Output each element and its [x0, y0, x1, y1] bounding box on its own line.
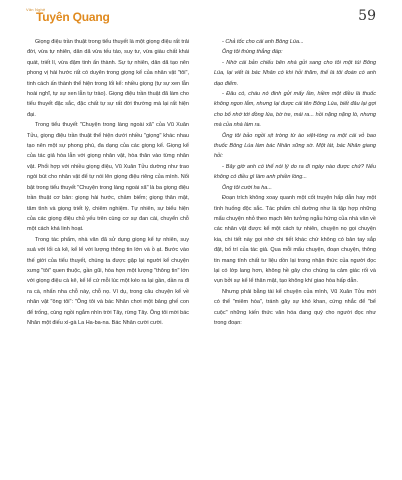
dialogue-line: Ông tôi thùng thẳng đáp:: [222, 49, 283, 56]
dialogue-line: - Đâu có, cháu nó đinh gửi mấy lần, hiềm một điều là thuốc không ngon lắm, nhưng lại được cái tên Bông Lúa, biết đâu lại gợi cho bố nhớ tới đồng lúa, bờ tre, mái ra... hồi nặng nặng lò, nhưng mà của nhà làm ra.: [214, 91, 376, 129]
paragraph: Đoạn trích không xoay quanh một cốt truyện hấp dẫn hay một tình huống độc sắc. Tác phẩm chỉ dường như là tập hợp những mẩu chuyện nhỏ theo mạch liên tưởng ngẫu hứng của nhà văn về các nhân vật được kể một cách tự nhiên, chuyện nọ gọi chuyện kia, chi tiết này gọi nhớ chi tiết khác chứ không có bản tay sắp đặt, bố trí của tác giả. Qua mỗi mẩu chuyện, đoạn chuyện, thông tin mang tính chất tư liệu dồn lại trong nhận thức của người đọc lại có lớp lang hơn, không hề gây cho chúng ta cảm giác rối và vụn bởi sự kể lể thân mật, tạo không khí giao hòa hấp dẫn.: [214, 195, 376, 285]
paragraph: Trong tiểu thuyết "Chuyện trong làng ngoài xã" của Vũ Xuân Tửu, giọng điệu trần thuật thể hiện dưới nhiều "giọng" khác nhau tạo nên một sự phong phú, đa dạng của các giọng kể. Giọng kể của tác giả hòa lẫn với giọng nhân vật, hòa thân vào từng nhân vật. Phối hợp với nhiều giọng điệu, Vũ Xuân Tửu dường như trao ngòi bút cho nhân vật để tự nói lên giọng điệu riêng của mình. Nổi bật trong tiểu thuyết "Chuyện trong làng ngoài xã" là ba giọng điệu trần thuật cơ bản: giọng hài hước, châm biếm; giọng thân mật, tâm tình và giọng triết lý, chiêm nghiệm. Tự nhiên, sự biểu hiện của các giọng điệu chủ yếu trên cùng cơ sự đan cài, chuyển chỗ một cách khá linh hoạt.: [27, 122, 189, 233]
dialogue-line: - Chả tốc cho cái anh Bông Lúa...: [222, 39, 304, 45]
dialogue-line: Ông tôi cười ha ha...: [222, 184, 272, 191]
dialogue-line: Ông tôi bảo ngồi xịt tròng từ ào việt-tòng ra một cái vỏ bao thuốc Bông Lúa làm bác Nhân sững sờ. Một lát, bác Nhân giang hỏi:: [214, 132, 376, 160]
left-column: [27, 37, 189, 328]
logo-title: Tuyên Quang: [36, 10, 110, 24]
page-number: 59: [358, 8, 376, 24]
right-column: [214, 37, 376, 328]
page-header: [26, 6, 376, 30]
paragraph: Nhưng phải bằng tài kể chuyện của mình, Vũ Xuân Tửu mới có thể "miêm hòa", tránh gây sự khó khan, cứng nhắc để "bể cuộc" những kiến thức văn hóa đang quý cho người đọc như trong đoạn:: [214, 288, 376, 326]
logo-subtitle: Văn Nghệ: [26, 7, 46, 12]
paragraph: Trong tác phẩm, nhà văn đã sử dụng giọng kể tự nhiên, suy suả với lối cà kê, kể lể với lượng thông tin lớn và ồ ạt. Bước vào thế giới của tiểu thuyết, chúng ta được gặp lại người kể chuyện xưng "tôi" quen thuộc, gần gũi, hòa hợn một lượng "thông tin" lớn với giọng điệu cà kê, kể lể cứ mỗi lúc một kéo ra lại gần, dần ra đi ra cà, nhẩn nha chỗ này, chỗ nọ. Ví dụ, trong câu chuyện kể về nhân vật "ông tôi": "Ông tôi và bác Nhân chơi một bảng ghế con để trống, cùng ngồi ngắm nhìn trời Tây, rừng Tây. Ông tôi mời bác Nhân một điếu xì-gà La Ha-ba-na. Bác Nhân cười cười.: [27, 236, 189, 326]
dialogue-line: - Bây giờ anh có thể nói lý do ra đi ngày nào được chứ? Nếu không có điều gì làm anh phiền lòng...: [214, 163, 376, 181]
paragraph: Giọng điệu trần thuật trong tiểu thuyết là một giọng điệu rất trải đời, vừa tự nhiên, dân dã vừa tếu táo, suy tư, vừa giàu chất khái quát, triết lí, vừa đậm tinh ẩn thành. Sự tự nhiên, dân dã tạo nên phong vị hài hước rất có duyên trong giọng kể của nhân vật "tôi", tinh cách ấn thành thể hiện trong lối kể: nhiều giọng (tự sự xen lẫn hoài nghĩ, tự sự xen lẫn tự trào). Giọng điệu trần thuật đã làm cho tiểu thuyết đặc sắc, đặc chất tự sự rất đời thường mà lại rất hiện đại.: [27, 39, 189, 118]
dialogue-line: - Nhờ cái bản chiếu bên nhà gửi sang cho tôi một túi Bông Lúa, lại viết là bác Nhân có khi hỏi thăm, thế là tôi đoán có anh dạo điếm.: [214, 59, 376, 87]
